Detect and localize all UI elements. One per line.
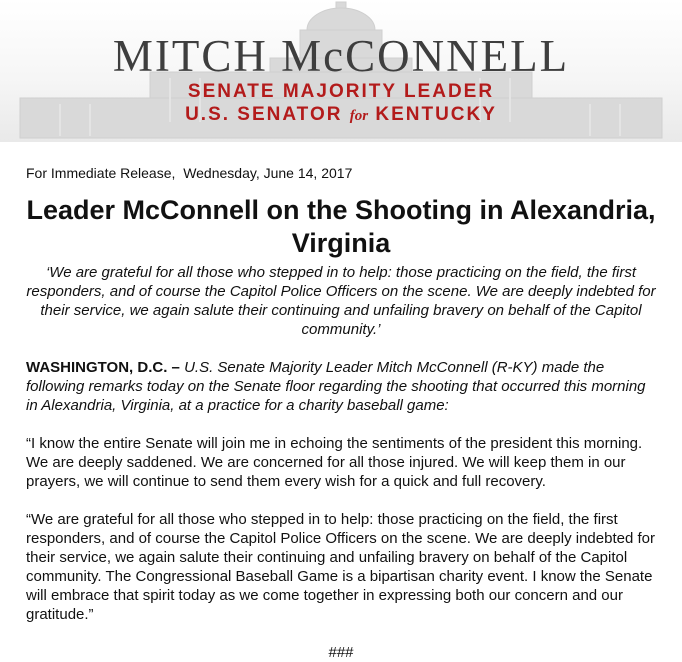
title-state: KENTUCKY: [375, 104, 497, 125]
dateline: WASHINGTON, D.C. –: [26, 359, 180, 376]
release-label: For Immediate Release,: [26, 165, 176, 181]
release-line: [26, 164, 656, 182]
pull-quote: ‘We are grateful for all those who stepped in to help: those practicing on the field, the first responders, and of course the Capitol Police Officers on the scene. We are deeply indebted for their service, we again salute their continuing and unfailing bravery on behalf of the Capitol community.’: [26, 264, 656, 338]
release-date: Wednesday, June 14, 2017: [183, 165, 353, 181]
lead-text: U.S. Senate Majority Leader Mitch McConnell (R-KY) made the following remarks today on the Senate floor regarding the shooting that occurred this morning in Alexandria, Virginia, at a practice for a charity baseball game:: [26, 359, 646, 414]
remarks-paragraph-1: “I know the entire Senate will join me in echoing the sentiments of the president this morning. We are deeply saddened. We are concerned for all those injured. We will keep them in our prayers, we will continue to send them every wish for a quick and full recovery.: [26, 435, 643, 490]
title-for: for: [349, 108, 369, 124]
remarks-paragraph-2: “We are grateful for all those who stepped in to help: those practicing on the field, the first responders, and of course the Capitol Police Officers on the scene. We are deeply indebted for their service, we again salute their continuing and unfailing bravery on behalf of the Capitol community. The Congressional Baseball Game is a bipartisan charity event. I know the Senate will embrace that spirit today as we come together in expressing both our concern and our gratitude.”: [26, 511, 655, 623]
title-majority-leader: SENATE MAJORITY LEADER: [187, 81, 495, 102]
title-senator-kentucky: [0, 105, 682, 124]
senator-name: MITCH McCONNELL: [112, 31, 570, 81]
end-mark: ###: [328, 644, 354, 661]
press-release-body: [26, 164, 656, 662]
letterhead-banner: [0, 0, 682, 142]
lead-paragraph: [26, 358, 656, 415]
headline: Leader McConnell on the Shooting in Alexandria, Virginia: [26, 195, 656, 258]
title-senator: U.S. SENATOR: [185, 104, 343, 125]
